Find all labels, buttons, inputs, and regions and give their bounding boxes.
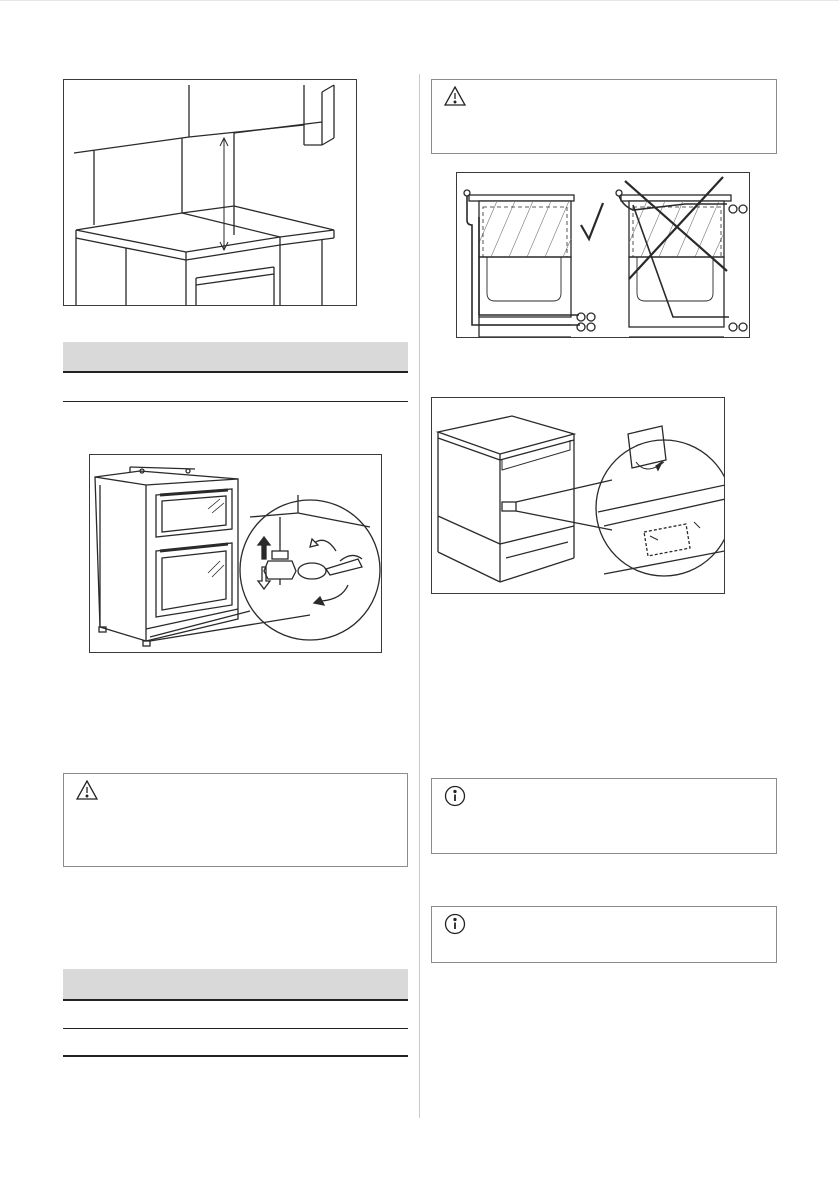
table-upper-header bbox=[63, 342, 408, 373]
table-upper-row-rule bbox=[63, 401, 408, 402]
table-lower-header bbox=[63, 969, 408, 1001]
info-circle-icon bbox=[444, 913, 466, 940]
cable-routing-figure bbox=[456, 172, 750, 338]
warning-box-right bbox=[431, 79, 777, 154]
page-top-rule bbox=[0, 0, 839, 1]
warning-triangle-icon bbox=[444, 86, 466, 111]
table-lower-row-rule-2 bbox=[63, 1055, 408, 1057]
warning-triangle-icon bbox=[76, 780, 98, 805]
info-circle-icon bbox=[444, 785, 466, 812]
cabinet-clearance-figure bbox=[63, 79, 357, 306]
table-lower-row-rule-1 bbox=[63, 1028, 408, 1029]
adjust-feet-figure bbox=[89, 454, 382, 653]
warning-box-left bbox=[63, 773, 408, 867]
column-divider bbox=[419, 74, 420, 1118]
table-upper bbox=[63, 342, 408, 402]
table-lower bbox=[63, 969, 408, 1059]
info-box-1 bbox=[431, 778, 777, 854]
info-box-2 bbox=[431, 906, 777, 963]
rear-cover-figure bbox=[431, 397, 725, 594]
